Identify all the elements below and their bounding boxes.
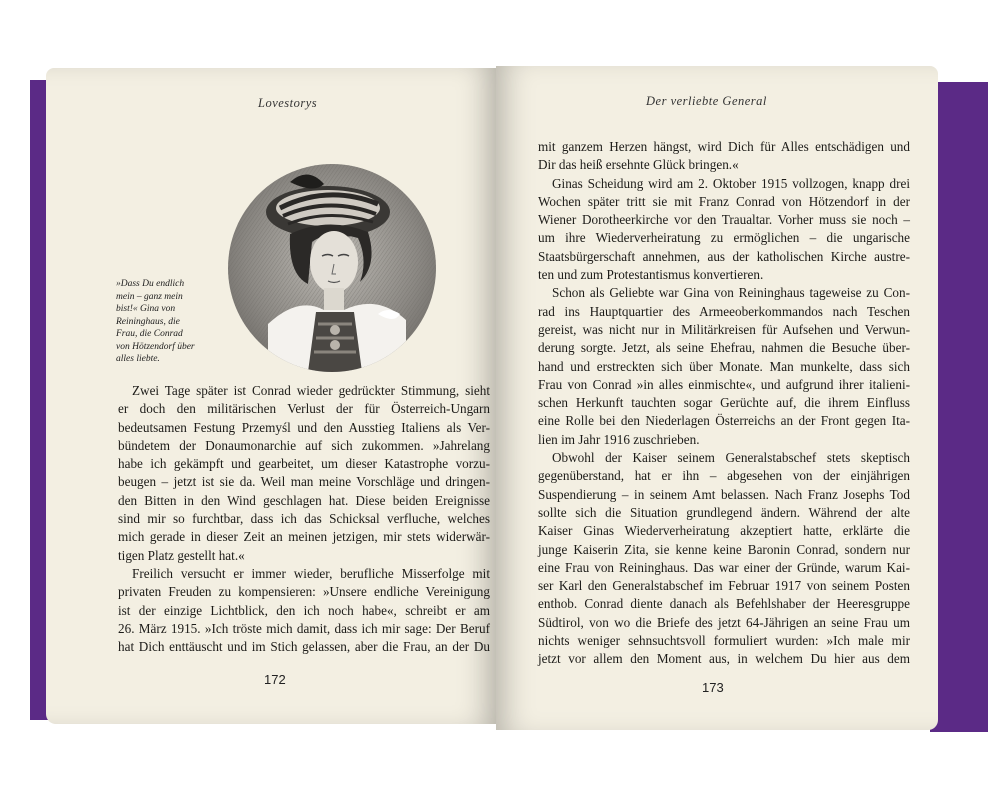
text-line: eine Rolle bei den Niederlagen Österreichs an der Front gegen Ita- xyxy=(538,413,910,429)
text-line: Obwohl der Kaiser seinem Generalstabschef stets skeptisch xyxy=(552,450,910,466)
caption-line: Reininghaus, die xyxy=(116,316,180,327)
caption-line: mein – ganz mein xyxy=(116,291,183,302)
right-page xyxy=(496,66,938,730)
text-line: bedeutsamen Festung Przemyśl und den Ausstieg Italiens als Ver- xyxy=(118,419,490,435)
text-line: rad ins Hauptquartier des Armeeoberkommandos nach Teschen xyxy=(538,303,910,319)
text-line: mich gerade in dieser Zeit an meinen jetzigen, mir stets widerwär- xyxy=(118,529,490,545)
text-line: eine Frau von Reininghaus. Das war einer der Gründe, warum Kai- xyxy=(538,559,910,575)
text-line: mit ganzem Herzen hängst, wird Dich für Alles entschädigen und xyxy=(538,139,910,154)
text-line: Wiener Dorotheerkirche vor den Traualtar. Vorher muss sie noch – xyxy=(538,212,910,228)
portrait-engraving xyxy=(228,164,436,372)
text-line: Südtirol, von wo die Briefe des jetzt 64-Jährigen an seine Frau um xyxy=(538,614,910,630)
body-text-left xyxy=(118,382,490,656)
caption-line: von Hötzendorf über xyxy=(116,341,195,352)
portrait-illustration xyxy=(228,164,436,372)
image-caption xyxy=(116,278,224,366)
text-line: Wochen später tritt sie mit Franz Conrad von Hötzendorf in der xyxy=(538,193,910,209)
text-line: gereist, was nicht nur in Militärkreisen für Aufsehen und Verwun- xyxy=(538,321,910,337)
text-line: tigen Platz gestellt hat.« xyxy=(118,547,245,563)
text-line: junge Kaiserin Zita, sie kenne keine Baronin Conrad, sondern nur xyxy=(538,541,910,557)
text-line: hat Dich enttäuscht und im Stich gelassen, aber die Frau, an der Du xyxy=(118,639,490,655)
text-line: privaten Freuden zu kompensieren: »Unsere endliche Vereinigung xyxy=(118,584,490,600)
text-line: schen Herkunft tauchten sogar Gerüchte auf, die ihrem Einfluss xyxy=(538,395,910,411)
text-line: enthob. Conrad diente danach als Befehlshaber der Heeresgruppe xyxy=(538,596,910,612)
running-header-right: Der verliebte General xyxy=(646,94,767,108)
text-line: Suspendierung – in seinem Amt belassen. Nach Franz Josephs Tod xyxy=(538,486,910,502)
text-line: ser Karl den Generalstabschef im Februar 1917 von seinem Posten xyxy=(538,578,910,594)
text-line: ten und zum Protestantismus konvertieren. xyxy=(538,267,764,283)
text-line: Schon als Geliebte war Gina von Reininghaus tageweise zu Con- xyxy=(552,285,910,301)
text-line: sollte sich die Situation grundlegend ändern. Während der alte xyxy=(538,504,910,520)
text-line: Staatsbürgerschaft annehmen, aus der katholischen Kirche austre- xyxy=(538,248,910,264)
caption-line: alles liebte. xyxy=(116,354,160,364)
text-line: hand und erstreckten sich über Monate. Man munkelte, dass sich xyxy=(538,358,910,374)
text-line: derung sorgte. Jetzt, als seine Ehefrau, nahmen die Besuche über- xyxy=(538,340,910,356)
text-line: Ginas Scheidung wird am 2. Oktober 1915 vollzogen, knapp drei xyxy=(552,175,910,191)
text-line: Dir das heiß ersehnte Glück bringen.« xyxy=(538,157,739,173)
text-line: beugen – jetzt ist sie da. Weil man meine Vorschläge und dringen- xyxy=(118,474,490,490)
text-line: Freilich versucht er immer wieder, berufliche Misserfolge mit xyxy=(132,565,490,581)
page-number-left: 172 xyxy=(264,672,286,687)
book-cover-right xyxy=(930,82,988,732)
text-line: lien im Jahr 1916 zuschrieben. xyxy=(538,431,700,447)
text-line: um ihre Wiederverheiratung zu ermöglichen – die ungarische xyxy=(538,230,910,246)
text-line: Zwei Tage später ist Conrad wieder gedrückter Stimmung, sieht xyxy=(132,383,490,398)
text-line: 26. März 1915. »Ich tröste mich damit, dass ich mir sage: Der Beruf xyxy=(118,620,490,636)
text-line: nichts weniger sehnsuchtsvoll formuliert wurden: »Ich male mir xyxy=(538,633,910,649)
body-text-right xyxy=(538,138,910,669)
text-line: Frau von Conrad »in alles einmischte«, und aufgrund ihrer italieni- xyxy=(538,376,910,392)
page-number-right: 173 xyxy=(702,680,724,695)
text-line: er doch den militärischen Verlust der für Österreich-Ungarn xyxy=(118,401,490,417)
text-line: gegenüberstand, hat er ihn – abgesehen von der einjährigen xyxy=(538,468,910,484)
text-line: jetzt vor allem den Moment aus, in welchem Du hier aus dem xyxy=(538,651,910,667)
running-header-left: Lovestorys xyxy=(258,96,318,110)
text-line: Kaiser Ginas Wiederverheiratung akzeptiert hatte, erklärte die xyxy=(538,523,910,539)
caption-line: Frau, die Conrad xyxy=(116,329,183,339)
caption-line: »Dass Du endlich xyxy=(116,279,185,289)
caption-line: bist!« Gina von xyxy=(116,304,176,314)
text-line: sind mir so furchtbar, dass ich das Schicksal verfluche, welches xyxy=(118,511,490,527)
text-line: ist der einzige Lichtblick, den ich noch habe«, schreibt er am xyxy=(118,602,490,618)
text-line: bündetem der Donaumonarchie auf sich zukommen. »Jahrelang xyxy=(118,437,490,453)
text-line: habe ich gekämpft und gearbeitet, um dieser Katastrophe vorzu- xyxy=(118,456,490,472)
left-page xyxy=(46,68,496,724)
text-line: den Bitten in den Wind geschlagen hat. Diese beiden Ereignisse xyxy=(118,492,490,508)
